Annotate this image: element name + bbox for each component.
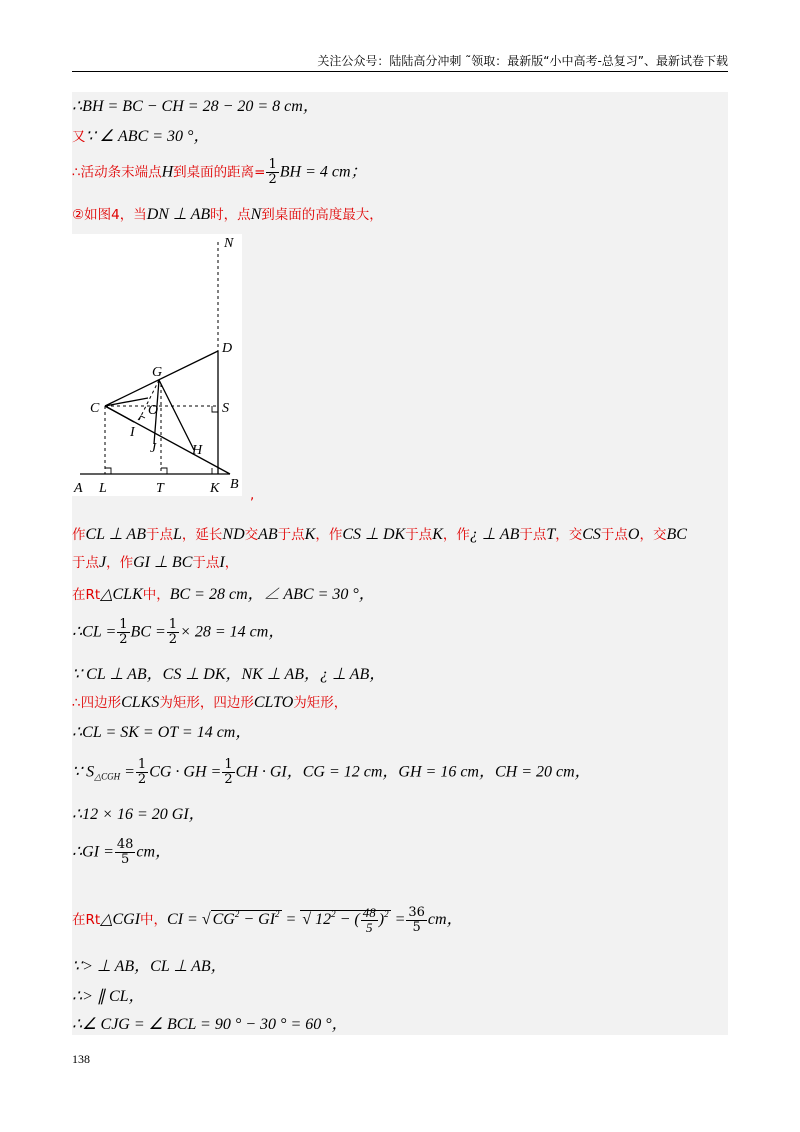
label-b: B [230,477,239,492]
line-construction-1: 作CL ⊥ AB于点L，延长ND交AB于点K，作CS ⊥ DK于点K，作¿ ⊥ AB于点T，交CS于点O，交BC [72,526,687,543]
solution-content [72,92,728,1035]
line-bh: ∴BH = BC − CH = 28 − 20 = 8 cm， [72,98,319,115]
line-cl-sk-ot: ∴CL = SK = OT = 14 cm， [72,724,252,741]
line-cl: ∴CL = $\frac{1}{2}$ BC = $\frac{1}{2}$ × 28 = 14 cm， [72,617,285,647]
page-header: 关注公众号：陆陆高分冲刺 ˜领取：最新版“小中高考-总复习”、最新试卷下载 [317,54,728,68]
label-o: O [148,403,159,418]
line-h-distance: ∴活动条末端点H到桌面的距离= $\frac{1}{2}$ BH = 4 cm； [72,157,367,187]
figure-trailing-comma: , [250,487,255,503]
label-a: A [74,481,83,496]
header-rule [72,71,728,72]
line-perpendiculars: ∵ CL ⊥ AB，CS ⊥ DK，NK ⊥ AB，¿ ⊥ AB， [72,666,386,683]
label-s: S [222,401,229,416]
label-j: J [150,441,157,456]
line-gi: ∴GI = $\frac{48}{5}$ cm， [72,837,172,867]
line-parallel-cl: ∴> ∥ CL， [72,988,145,1005]
line-12x16: ∴12 × 16 = 20 GI， [72,806,205,823]
line-angle-cjg: ∴∠ CJG = ∠ BCL = 90 ° − 30 ° = 60 °， [72,1016,348,1033]
label-c: C [90,401,100,416]
geometry-figure [72,234,242,496]
label-t: T [156,481,164,496]
label-l: L [99,481,107,496]
page-number: 138 [72,1052,90,1066]
line-rt-clk: 在Rt△CLK中，BC = 28 cm，∠ ABC = 30 °， [72,586,375,603]
line-angle-abc: 又∵ ∠ ABC = 30 °， [72,128,210,145]
line-construction-2: 于点J，作GI ⊥ BC于点I， [72,554,239,571]
label-g: G [152,365,163,380]
label-d: D [222,341,233,356]
line-rt-cgi: 在Rt△CGI中，CI = √ $CG^2 - GI^2$ = √ $12^2$ − ( $\frac{48}{5}$ )$^2$ = $\frac{36}{5}$ cm， [72,904,463,935]
label-h: H [192,443,203,458]
geometry-diagram [72,234,242,496]
line-figure4-intro: ②如图4，当DN ⊥ AB时，点N到桌面的高度最大， [72,206,383,223]
label-n: N [224,236,234,251]
line-area-cgh: ∵ $S_{\triangle CGH}$ = $\frac{1}{2}$ CG · GH = $\frac{1}{2}$ CH · GI，CG = 12 cm，GH = 16 cm，CH = 20 cm， [72,757,591,787]
line-rectangles: ∴四边形CLKS为矩形，四边形CLTO为矩形， [72,694,348,711]
label-i: I [130,425,135,440]
line-perp-ab: ∵> ⊥ AB，CL ⊥ AB， [72,958,227,975]
label-k: K [210,481,220,496]
